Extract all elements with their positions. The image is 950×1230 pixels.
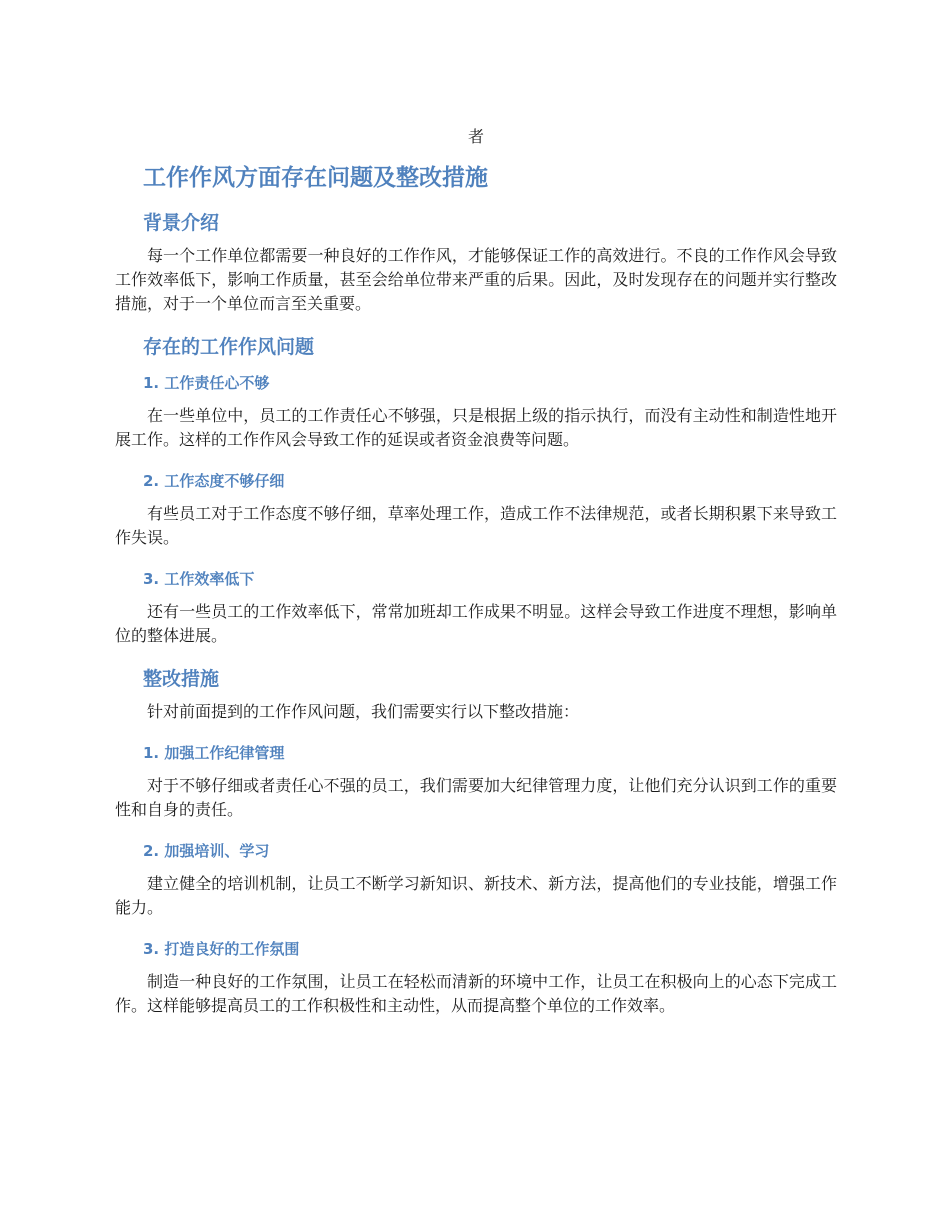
section-measures [115, 662, 837, 1018]
author-line: 者 [467, 127, 484, 146]
document-title: 工作作风方面存在问题及整改措施 [143, 165, 488, 191]
paragraph-measures-intro: 针对前面提到的工作作风问题，我们需要实行以下整改措施： [147, 702, 580, 721]
subheading-measure-2: 2. 加强培训、学习 [143, 842, 270, 860]
section-problems [115, 330, 837, 648]
paragraph-background: 每一个工作单位都需要一种良好的工作作风，才能够保证工作的高效进行。不良的工作作风会导致工作效率低下，影响工作质量，甚至会给单位带来严重的后果。因此，及时发现存在的问题并实行整改措施，对于一个单位而言至关重要。 [115, 246, 837, 313]
subheading-problem-1: 1. 工作责任心不够 [143, 374, 270, 392]
section-heading-problems: 存在的工作作风问题 [143, 336, 315, 358]
paragraph-problem-1: 在一些单位中，员工的工作责任心不够强，只是根据上级的指示执行，而没有主动性和制造性地开展工作。这样的工作作风会导致工作的延误或者资金浪费等问题。 [115, 406, 837, 449]
section-heading-measures: 整改措施 [143, 668, 220, 690]
subheading-problem-2: 2. 工作态度不够仔细 [143, 472, 285, 490]
paragraph-problem-2: 有些员工对于工作态度不够仔细，草率处理工作，造成工作不法律规范，或者长期积累下来导致工作失误。 [115, 504, 837, 547]
paragraph-measure-3: 制造一种良好的工作氛围，让员工在轻松而清新的环境中工作，让员工在积极向上的心态下完成工作。这样能够提高员工的工作积极性和主动性，从而提高整个单位的工作效率。 [115, 972, 837, 1015]
document-page [115, 118, 837, 1032]
paragraph-measure-2: 建立健全的培训机制，让员工不断学习新知识、新技术、新方法，提高他们的专业技能，增强工作能力。 [115, 874, 837, 917]
subheading-measure-1: 1. 加强工作纪律管理 [143, 744, 285, 762]
section-heading-background: 背景介绍 [143, 212, 220, 234]
subheading-problem-3: 3. 工作效率低下 [143, 570, 255, 588]
paragraph-problem-3: 还有一些员工的工作效率低下，常常加班却工作成果不明显。这样会导致工作进度不理想，影响单位的整体进展。 [115, 602, 837, 645]
paragraph-measure-1: 对于不够仔细或者责任心不强的员工，我们需要加大纪律管理力度，让他们充分认识到工作的重要性和自身的责任。 [115, 776, 837, 819]
section-background [115, 206, 837, 316]
subheading-measure-3: 3. 打造良好的工作氛围 [143, 940, 300, 958]
